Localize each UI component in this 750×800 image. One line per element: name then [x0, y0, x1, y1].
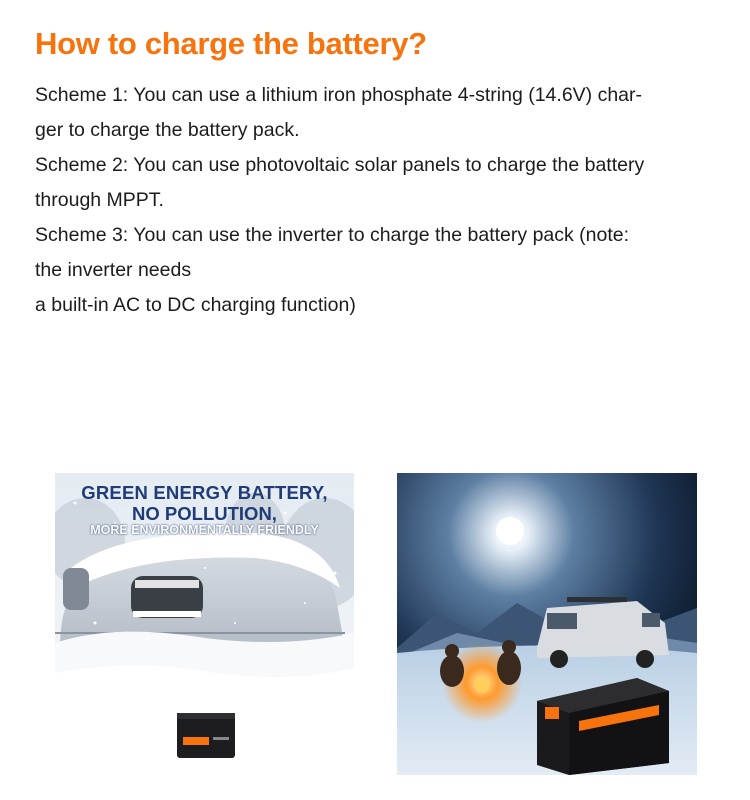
page-title: How to charge the battery?: [35, 26, 427, 61]
banner-line-2: NO POLLUTION,: [132, 503, 277, 524]
scheme-3-line-1: Scheme 3: You can use the inverter to charge the battery pack (note:: [35, 224, 630, 246]
battery-left: [177, 713, 235, 758]
scheme-2-line-1: Scheme 2: You can use photovoltaic solar panels to charge the battery: [35, 154, 645, 176]
winter-camping-illustration: [397, 473, 697, 775]
banner-line-1: GREEN ENERGY BATTERY,: [81, 482, 328, 503]
scheme-2-line-2: through MPPT.: [35, 189, 164, 211]
charging-schemes: [35, 78, 725, 323]
scheme-3-line-3: a built-in AC to DC charging function): [35, 294, 356, 316]
winter-camping-image: [397, 473, 697, 775]
scheme-1-line-2: ger to charge the battery pack.: [35, 119, 300, 141]
snowy-caravan-image: [55, 473, 354, 775]
banner-line-3: MORE ENVIRONMENTALLY FRIENDLY: [90, 523, 319, 537]
scheme-1-line-1: Scheme 1: You can use a lithium iron phosphate 4-string (14.6V) char-: [35, 84, 643, 106]
scheme-3-line-2: the inverter needs: [35, 259, 192, 281]
